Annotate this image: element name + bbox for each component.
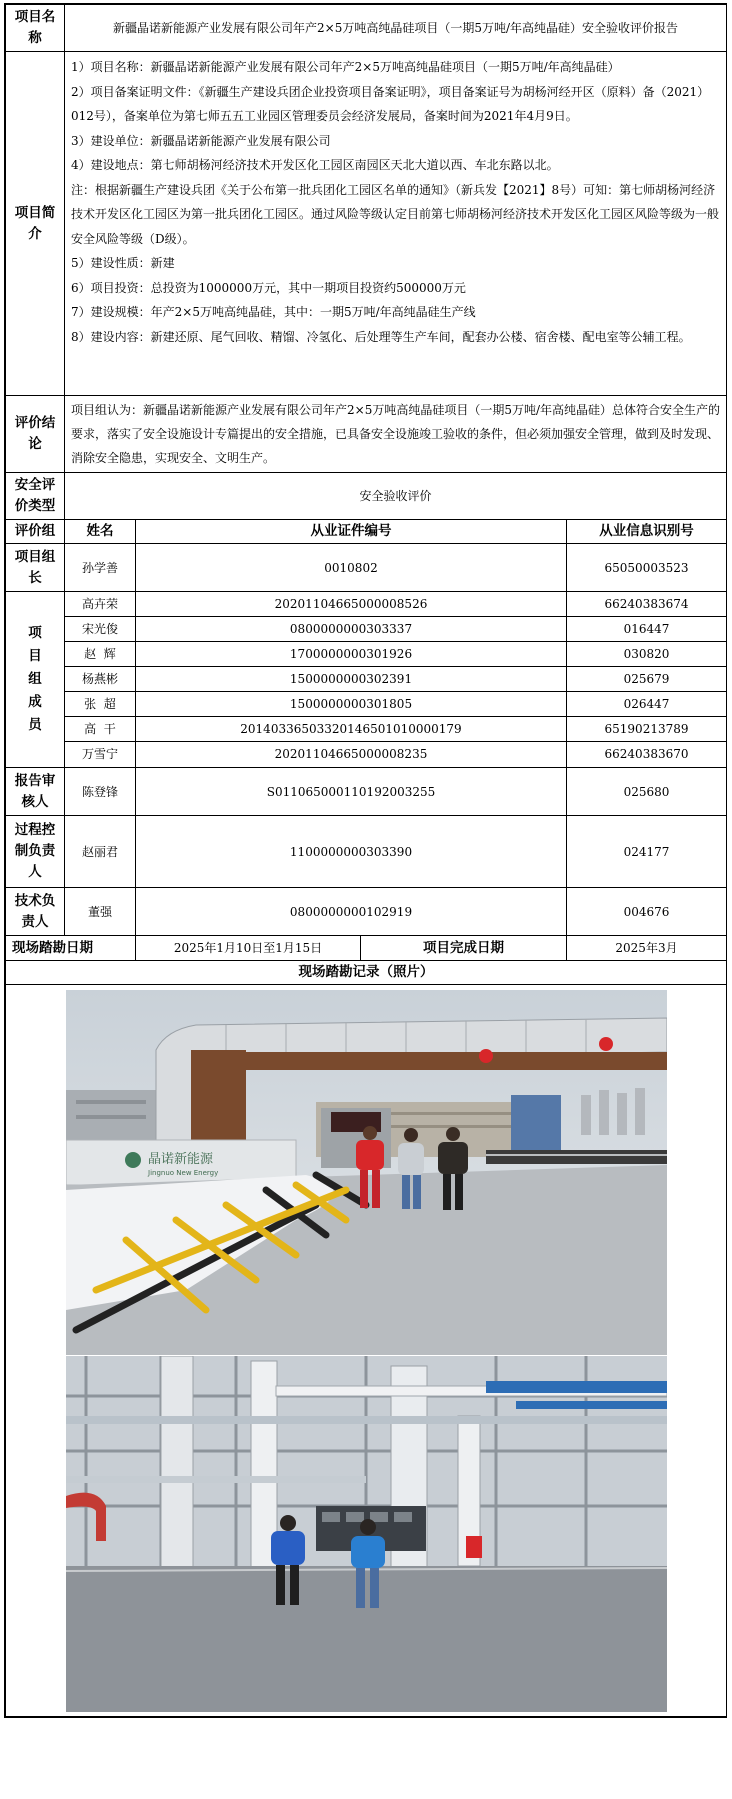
eval-type-label: 安全评价类型 xyxy=(6,473,65,520)
project-name-value: 新疆晶诺新能源产业发展有限公司年产2×5万吨高纯晶硅项目（一期5万吨/年高纯晶硅）安全验收评价报告 xyxy=(65,5,727,52)
site-photo-gate xyxy=(66,990,667,1355)
member-name: 宋光俊 xyxy=(65,617,136,642)
member-cert: 1500000000301805 xyxy=(136,692,567,717)
complete-date-label: 项目完成日期 xyxy=(361,936,567,961)
photo-cell xyxy=(6,985,727,1717)
member-name: 张 超 xyxy=(65,692,136,717)
plant-photo-illustration xyxy=(66,1356,667,1712)
survey-date-value: 2025年1月10日至1月15日 xyxy=(136,936,361,961)
member-name: 高卉荣 xyxy=(65,592,136,617)
member-info: 65190213789 xyxy=(567,717,727,742)
leader-name: 孙学善 xyxy=(65,544,136,592)
team-header-cert: 从业证件编号 xyxy=(136,520,567,544)
site-photo-plant xyxy=(66,1356,667,1712)
leader-cert: 0010802 xyxy=(136,544,567,592)
report-summary-document xyxy=(4,3,727,1718)
member-cert: 20140336503320146501010000179 xyxy=(136,717,567,742)
project-intro-label: 项目简介 xyxy=(6,52,65,396)
member-info: 016447 xyxy=(567,617,727,642)
member-info: 030820 xyxy=(567,642,727,667)
gate-sign-text: 晶诺新能源 xyxy=(147,1152,213,1167)
member-cert: 0800000000303337 xyxy=(136,617,567,642)
reviewer-name: 陈登锋 xyxy=(65,768,136,816)
member-name: 杨燕彬 xyxy=(65,667,136,692)
leader-info: 65050003523 xyxy=(567,544,727,592)
member-cert: 20201104665000008235 xyxy=(136,742,567,768)
reviewer-cert: S011065000110192003255 xyxy=(136,768,567,816)
team-header-group: 评价组 xyxy=(6,520,65,544)
member-info: 66240383674 xyxy=(567,592,727,617)
project-name-label: 项目名称 xyxy=(6,5,65,52)
member-name: 万雪宁 xyxy=(65,742,136,768)
intro-line-3: 3）建设单位：新疆晶诺新能源产业发展有限公司 xyxy=(71,133,331,148)
eval-type-value: 安全验收评价 xyxy=(65,473,727,520)
leader-role: 项目组长 xyxy=(6,544,65,592)
member-name: 高 干 xyxy=(65,717,136,742)
conclusion-label: 评价结论 xyxy=(6,396,65,473)
member-cert: 1500000000302391 xyxy=(136,667,567,692)
process-info: 024177 xyxy=(567,816,727,888)
member-cert: 1700000000301926 xyxy=(136,642,567,667)
record-title: 现场踏勘记录（照片） xyxy=(6,961,727,985)
tech-name: 董强 xyxy=(65,888,136,936)
conclusion-text: 项目组认为：新疆晶诺新能源产业发展有限公司年产2×5万吨高纯晶硅项目（一期5万吨/年高纯晶硅）总体符合安全生产的要求，落实了安全设施设计专篇提出的安全措施，已具备安全设施竣工验收的条件，但必须加强安全管理，做到及时发现、消除安全隐患，实现安全、文明生产。 xyxy=(65,396,727,473)
process-role: 过程控制负责人 xyxy=(6,816,65,888)
intro-line-1: 1）项目名称：新疆晶诺新能源产业发展有限公司年产2×5万吨高纯晶硅项目（一期5万吨/年高纯晶硅） xyxy=(71,60,620,74)
tech-info: 004676 xyxy=(567,888,727,936)
tech-cert: 0800000000102919 xyxy=(136,888,567,936)
process-name: 赵丽君 xyxy=(65,816,136,888)
gate-photo-illustration xyxy=(66,990,667,1355)
reviewer-role: 报告审核人 xyxy=(6,768,65,816)
members-role: 项目组成员 xyxy=(6,592,65,768)
intro-line-6: 6）项目投资：总投资为1000000万元，其中一期项目投资约500000万元 xyxy=(71,280,466,295)
team-header-info: 从业信息识别号 xyxy=(567,520,727,544)
gate-sign-english: Jingnuo New Energy xyxy=(147,1169,218,1177)
intro-line-8: 8）建设内容：新建还原、尾气回收、精馏、冷氢化、后处理等生产车间，配套办公楼、宿舍楼、配电室等公辅工程。 xyxy=(71,329,691,344)
member-info: 66240383670 xyxy=(567,742,727,768)
member-cert: 20201104665000008526 xyxy=(136,592,567,617)
complete-date-value: 2025年3月 xyxy=(567,936,727,961)
tech-role: 技术负责人 xyxy=(6,888,65,936)
survey-date-label: 现场踏勘日期 xyxy=(6,936,136,961)
intro-line-7: 7）建设规模：年产2×5万吨高纯晶硅，其中：一期5万吨/年高纯晶硅生产线 xyxy=(71,305,476,319)
member-info: 025679 xyxy=(567,667,727,692)
team-header-name: 姓名 xyxy=(65,520,136,544)
summary-table xyxy=(5,4,727,1717)
project-intro-content xyxy=(65,52,727,396)
intro-line-5: 5）建设性质：新建 xyxy=(71,256,175,270)
intro-line-4: 4）建设地点：第七师胡杨河经济技术开发区化工园区南园区天北大道以西、车北东路以北。 xyxy=(71,158,559,172)
member-info: 026447 xyxy=(567,692,727,717)
intro-line-2: 2）项目备案证明文件：《新疆生产建设兵团企业投资项目备案证明》，项目备案证号为胡杨河经开区（原料）备（2021）012号），备案单位为第七师五五工业园区管理委员会经济发展局，备案时间为2021年4月9日。 xyxy=(71,84,710,123)
process-cert: 1100000000303390 xyxy=(136,816,567,888)
intro-note: 注：根据新疆生产建设兵团《关于公布第一批兵团化工园区名单的通知》（新兵发【2021】8号）可知：第七师胡杨河经济技术开发区化工园区为第一批兵团化工园区。通过风险等级认定目前第七师胡杨河经济技术开发区化工园区风险等级为一般安全风险等级（D级）。 xyxy=(71,182,720,246)
reviewer-info: 025680 xyxy=(567,768,727,816)
member-name: 赵 辉 xyxy=(65,642,136,667)
